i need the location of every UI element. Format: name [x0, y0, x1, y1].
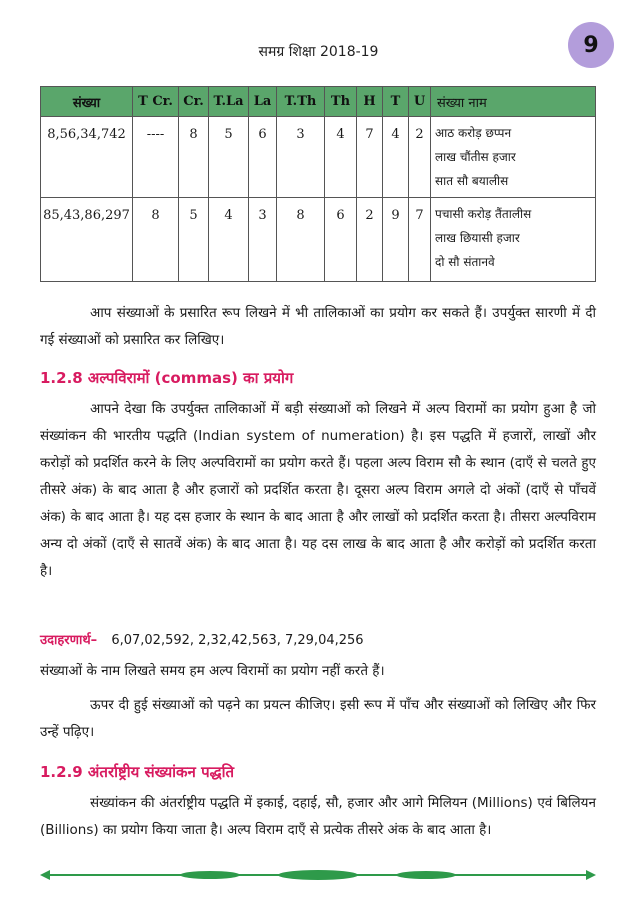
name-line: पचासी करोड़ तैंतालीस	[435, 207, 532, 221]
paragraph-expanded-form: आप संख्याओं के प्रसारित रूप लिखने में भी तालिकाओं का प्रयोग कर सकते हैं। उपर्युक्त सारणी में दी गई संख्याओं को प्रसारित कर लिखिए।	[40, 305, 596, 348]
table-header-row	[41, 87, 596, 117]
digit-cell: 6	[249, 117, 277, 198]
digit-cell: 4	[383, 117, 409, 198]
header-cell: Cr.	[179, 87, 209, 117]
header-cell: T.Th	[277, 87, 325, 117]
page-header: समग्र शिक्षा 2018-19	[258, 44, 379, 60]
header-cell: T.La	[209, 87, 249, 117]
section-heading-commas: 1.2.8 अल्पविरामों (commas) का प्रयोग	[40, 369, 294, 387]
digit-cell: 7	[357, 117, 383, 198]
name-line: दो सौ संतानवे	[435, 255, 495, 269]
digit-cell: 7	[409, 198, 431, 282]
digit-cell: 4	[209, 198, 249, 282]
digit-cell: 3	[277, 117, 325, 198]
section-heading-international: 1.2.9 अंतर्राष्ट्रीय संख्यांकन पद्धति	[40, 763, 235, 781]
header-cell: U	[409, 87, 431, 117]
paragraph-practice: ऊपर दी हुई संख्याओं को पढ़ने का प्रयत्न कीजिए। इसी रूप में पाँच और संख्याओं को लिखिए और फिर उन्हें पढ़िए।	[40, 697, 596, 740]
digit-cell: 2	[357, 198, 383, 282]
example-values: 6,07,02,592, 2,32,42,563, 7,29,04,256	[111, 633, 364, 648]
digit-cell: 9	[383, 198, 409, 282]
decorative-footer-divider	[40, 868, 596, 882]
digit-cell: 8	[179, 117, 209, 198]
number-name-cell	[431, 198, 596, 282]
digit-cell: 6	[325, 198, 357, 282]
name-line: लाख छियासी हजार	[435, 231, 520, 245]
paragraph-commas: आपने देखा कि उपर्युक्त तालिकाओं में बड़ी संख्याओं को लिखने में अल्प विरामों का प्रयोग हुआ है जो संख्यांकन की भारतीय पद्धति (Indian system of numeration) है। इस पद्धति में हजारों, लाखों और करोड़ों को प्रदर्शित करने के लिए अल्पविरामों का प्रयोग करते हैं। पहला अल्प विराम सौ के स्थान (दाएँ से चलते हुए तीसरे अंक) के बाद आता है और हजारों को प्रदर्शित करता है। दूसरा अल्प विराम अगले दो अंकों (दाएँ से पाँचवें अंक) के बाद आता है। यह दस हजार के स्थान के बाद आता है और लाखों को प्रदर्शित करता है। तीसरा अल्पविराम अन्य दो अंकों (दाएँ से सातवें अंक) के बाद आता है। यह दस लाख के बाद आता है और करोड़ों को प्रदर्शित करता है।	[40, 401, 596, 579]
header-cell: संख्या	[41, 87, 133, 117]
paragraph-international: संख्यांकन की अंतर्राष्ट्रीय पद्धति में इकाई, दहाई, सौ, हजार और आगे मिलियन (Millions) एवं बिलियन (Billions) का प्रयोग किया जाता है। अल्प विराम दाएँ से प्रत्येक तीसरे अंक के बाद आता है।	[40, 795, 596, 838]
table-row	[41, 198, 596, 282]
digit-cell: 5	[209, 117, 249, 198]
digit-cell: 8	[277, 198, 325, 282]
page-number-badge: 9	[568, 22, 614, 68]
place-value-table	[40, 86, 596, 282]
header-cell: T	[383, 87, 409, 117]
table-row	[41, 117, 596, 198]
number-cell: 8,56,34,742	[41, 117, 133, 198]
digit-cell: 3	[249, 198, 277, 282]
digit-cell: ----	[133, 117, 179, 198]
digit-cell: 4	[325, 117, 357, 198]
header-cell: T Cr.	[133, 87, 179, 117]
example-line	[40, 630, 364, 648]
header-cell: La	[249, 87, 277, 117]
header-cell: H	[357, 87, 383, 117]
digit-cell: 5	[179, 198, 209, 282]
name-line: सात सौ बयालीस	[435, 174, 509, 188]
name-line: आठ करोड़ छप्पन	[435, 126, 512, 140]
name-line: लाख चौंतीस हजार	[435, 150, 516, 164]
number-name-cell	[431, 117, 596, 198]
digit-cell: 8	[133, 198, 179, 282]
number-cell: 85,43,86,297	[41, 198, 133, 282]
header-cell: संख्या नाम	[431, 87, 596, 117]
digit-cell: 2	[409, 117, 431, 198]
paragraph-no-commas: संख्याओं के नाम लिखते समय हम अल्प विरामों का प्रयोग नहीं करते हैं।	[40, 663, 385, 679]
example-label: उदाहरणार्थ–	[40, 633, 98, 648]
header-cell: Th	[325, 87, 357, 117]
